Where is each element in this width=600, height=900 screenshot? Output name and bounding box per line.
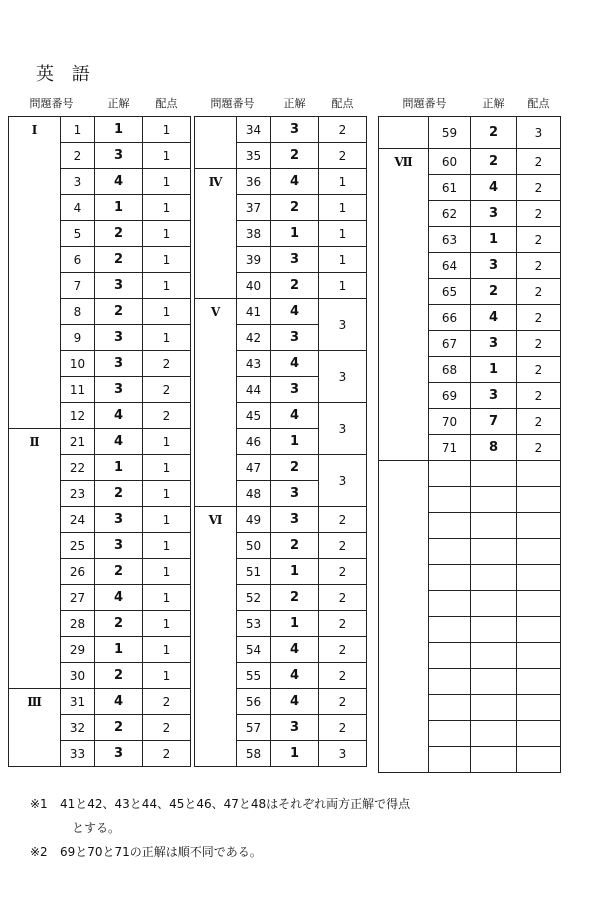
points-cell: 2 — [517, 331, 561, 357]
section-label — [379, 461, 429, 773]
answer-cell: 2 — [471, 279, 517, 305]
question-number: 36 — [237, 169, 271, 195]
question-number: 51 — [237, 559, 271, 585]
answer-cell: 4 — [271, 637, 319, 663]
answer-table — [378, 92, 561, 773]
answer-cell: 1 — [95, 637, 143, 663]
points-cell: 2 — [143, 715, 191, 741]
section-label: Ⅰ — [9, 117, 61, 429]
answer-cell — [471, 513, 517, 539]
answer-cell: 4 — [95, 585, 143, 611]
answer-cell: 3 — [95, 741, 143, 767]
question-number — [429, 695, 471, 721]
header-question-number: 問題番号 — [29, 97, 74, 110]
section-label: Ⅶ — [379, 149, 429, 461]
table-row — [9, 689, 191, 715]
question-number: 69 — [429, 383, 471, 409]
question-number: 38 — [237, 221, 271, 247]
question-number: 39 — [237, 247, 271, 273]
question-number: 68 — [429, 357, 471, 383]
answer-cell: 2 — [271, 143, 319, 169]
answer-cell — [471, 695, 517, 721]
question-number: 37 — [237, 195, 271, 221]
points-cell: 1 — [143, 585, 191, 611]
question-number: 25 — [61, 533, 95, 559]
section-label: Ⅴ — [195, 299, 237, 507]
points-cell: 2 — [143, 351, 191, 377]
question-number: 32 — [61, 715, 95, 741]
points-cell: 3 — [517, 117, 561, 149]
question-number: 8 — [61, 299, 95, 325]
answer-cell: 3 — [95, 533, 143, 559]
answer-cell: 2 — [95, 559, 143, 585]
answer-table-block-2 — [194, 92, 367, 767]
points-cell: 1 — [143, 559, 191, 585]
points-cell: 2 — [319, 637, 367, 663]
question-number: 44 — [237, 377, 271, 403]
question-number: 22 — [61, 455, 95, 481]
points-cell: 2 — [143, 377, 191, 403]
question-number — [429, 669, 471, 695]
table-row — [195, 169, 367, 195]
points-cell: 2 — [517, 279, 561, 305]
points-cell — [517, 461, 561, 487]
answer-cell: 3 — [95, 143, 143, 169]
question-number: 61 — [429, 175, 471, 201]
question-number: 71 — [429, 435, 471, 461]
question-number: 66 — [429, 305, 471, 331]
question-number: 48 — [237, 481, 271, 507]
note-mark: ※1 — [30, 797, 48, 811]
points-cell: 2 — [319, 715, 367, 741]
answer-cell — [471, 643, 517, 669]
answer-cell — [471, 461, 517, 487]
points-cell: 2 — [319, 533, 367, 559]
answer-cell: 2 — [271, 533, 319, 559]
points-cell — [517, 513, 561, 539]
answer-cell: 3 — [471, 253, 517, 279]
question-number: 49 — [237, 507, 271, 533]
points-cell — [517, 721, 561, 747]
question-number: 27 — [61, 585, 95, 611]
section-label: Ⅱ — [9, 429, 61, 689]
question-number: 59 — [429, 117, 471, 149]
question-number: 26 — [61, 559, 95, 585]
points-cell: 1 — [143, 273, 191, 299]
points-cell — [517, 747, 561, 773]
points-cell: 2 — [143, 689, 191, 715]
answer-cell: 3 — [95, 351, 143, 377]
points-cell: 2 — [517, 149, 561, 175]
answer-cell: 3 — [271, 715, 319, 741]
answer-cell: 2 — [271, 273, 319, 299]
answer-cell: 2 — [95, 715, 143, 741]
points-cell: 2 — [517, 435, 561, 461]
answer-cell — [471, 487, 517, 513]
points-cell: 2 — [517, 357, 561, 383]
answer-cell: 3 — [95, 273, 143, 299]
table-row — [9, 429, 191, 455]
answer-cell: 1 — [95, 117, 143, 143]
question-number: 29 — [61, 637, 95, 663]
header-answer: 正解 — [283, 97, 306, 110]
notes — [30, 792, 410, 864]
note-text: 41と42、43と44、45と46、47と48はそれぞれ両方正解で得点 — [60, 797, 411, 811]
answer-cell: 2 — [471, 149, 517, 175]
question-number: 67 — [429, 331, 471, 357]
answer-cell: 2 — [95, 247, 143, 273]
question-number: 43 — [237, 351, 271, 377]
points-cell: 1 — [143, 143, 191, 169]
section-label — [195, 117, 237, 169]
answer-cell: 1 — [471, 227, 517, 253]
answer-cell: 1 — [271, 559, 319, 585]
question-number — [429, 565, 471, 591]
points-cell: 2 — [517, 409, 561, 435]
answer-cell: 3 — [271, 481, 319, 507]
question-number — [429, 721, 471, 747]
question-number: 11 — [61, 377, 95, 403]
points-cell: 2 — [517, 383, 561, 409]
points-cell: 3 — [319, 403, 367, 455]
answer-cell: 2 — [95, 221, 143, 247]
question-number: 54 — [237, 637, 271, 663]
points-cell: 1 — [143, 637, 191, 663]
question-number: 9 — [61, 325, 95, 351]
answer-cell: 4 — [95, 169, 143, 195]
question-number: 53 — [237, 611, 271, 637]
answer-cell: 4 — [95, 403, 143, 429]
points-cell: 1 — [319, 247, 367, 273]
question-number: 58 — [237, 741, 271, 767]
points-cell — [517, 487, 561, 513]
section-label: Ⅲ — [9, 689, 61, 767]
points-cell: 1 — [319, 273, 367, 299]
question-number — [429, 643, 471, 669]
answer-cell: 2 — [95, 611, 143, 637]
header-answer: 正解 — [107, 97, 130, 110]
question-number: 55 — [237, 663, 271, 689]
points-cell: 1 — [319, 195, 367, 221]
answer-cell: 3 — [471, 201, 517, 227]
question-number: 30 — [61, 663, 95, 689]
header-points: 配点 — [331, 97, 354, 110]
question-number: 47 — [237, 455, 271, 481]
answer-table-block-1 — [8, 92, 191, 767]
answer-table — [194, 92, 367, 767]
question-number: 31 — [61, 689, 95, 715]
answer-cell: 1 — [271, 429, 319, 455]
points-cell: 2 — [319, 117, 367, 143]
question-number — [429, 487, 471, 513]
table-row — [9, 117, 191, 143]
note-text: とする。 — [72, 821, 121, 835]
answer-cell: 2 — [95, 663, 143, 689]
question-number: 7 — [61, 273, 95, 299]
points-cell: 1 — [143, 533, 191, 559]
answer-cell: 2 — [271, 195, 319, 221]
question-number — [429, 591, 471, 617]
answer-cell: 4 — [471, 175, 517, 201]
header-answer: 正解 — [482, 97, 505, 110]
points-cell: 1 — [143, 247, 191, 273]
answer-cell: 3 — [271, 325, 319, 351]
points-cell: 2 — [319, 585, 367, 611]
answer-cell: 4 — [271, 351, 319, 377]
question-number — [429, 539, 471, 565]
question-number: 65 — [429, 279, 471, 305]
question-number: 12 — [61, 403, 95, 429]
answer-cell — [471, 669, 517, 695]
answer-cell: 1 — [271, 741, 319, 767]
question-number: 6 — [61, 247, 95, 273]
table-row — [379, 461, 561, 487]
answer-cell: 2 — [271, 455, 319, 481]
question-number: 62 — [429, 201, 471, 227]
question-number: 33 — [61, 741, 95, 767]
points-cell: 1 — [143, 195, 191, 221]
table-row — [195, 507, 367, 533]
points-cell: 1 — [143, 221, 191, 247]
points-cell: 1 — [319, 169, 367, 195]
answer-cell — [471, 591, 517, 617]
answer-cell: 7 — [471, 409, 517, 435]
points-cell: 2 — [319, 143, 367, 169]
answer-table-block-3 — [378, 92, 561, 773]
answer-cell — [471, 539, 517, 565]
answer-cell: 4 — [271, 663, 319, 689]
points-cell: 1 — [143, 117, 191, 143]
points-cell: 3 — [319, 299, 367, 351]
points-cell — [517, 617, 561, 643]
question-number: 21 — [61, 429, 95, 455]
page-title: 英 語 — [36, 64, 96, 85]
table-row — [195, 299, 367, 325]
question-number: 1 — [61, 117, 95, 143]
answer-cell: 3 — [271, 247, 319, 273]
points-cell: 1 — [143, 429, 191, 455]
answer-cell: 3 — [271, 377, 319, 403]
answer-cell: 3 — [95, 377, 143, 403]
answer-cell: 4 — [271, 299, 319, 325]
note-line — [30, 816, 410, 840]
points-cell: 2 — [517, 227, 561, 253]
question-number — [429, 617, 471, 643]
header-question-number: 問題番号 — [210, 97, 255, 110]
points-cell: 1 — [143, 299, 191, 325]
question-number: 56 — [237, 689, 271, 715]
points-cell: 1 — [319, 221, 367, 247]
answer-cell — [471, 747, 517, 773]
answer-cell: 1 — [95, 195, 143, 221]
question-number: 60 — [429, 149, 471, 175]
question-number: 52 — [237, 585, 271, 611]
points-cell: 1 — [143, 507, 191, 533]
question-number: 50 — [237, 533, 271, 559]
note-line — [30, 840, 410, 864]
question-number: 23 — [61, 481, 95, 507]
note-text: 69と70と71の正解は順不同である。 — [60, 845, 262, 859]
question-number: 64 — [429, 253, 471, 279]
section-label — [379, 117, 429, 149]
question-number: 57 — [237, 715, 271, 741]
points-cell: 2 — [143, 741, 191, 767]
points-cell: 2 — [319, 559, 367, 585]
answer-cell: 4 — [95, 429, 143, 455]
points-cell: 1 — [143, 325, 191, 351]
question-number — [429, 513, 471, 539]
answer-cell — [471, 617, 517, 643]
points-cell: 2 — [517, 253, 561, 279]
question-number: 63 — [429, 227, 471, 253]
question-number: 41 — [237, 299, 271, 325]
question-number: 24 — [61, 507, 95, 533]
points-cell: 3 — [319, 455, 367, 507]
header-points: 配点 — [527, 97, 550, 110]
answer-cell: 3 — [95, 325, 143, 351]
answer-cell: 2 — [471, 117, 517, 149]
points-cell: 2 — [143, 403, 191, 429]
points-cell: 1 — [143, 611, 191, 637]
answer-cell: 3 — [271, 507, 319, 533]
points-cell: 2 — [319, 507, 367, 533]
question-number: 4 — [61, 195, 95, 221]
table-row — [379, 149, 561, 175]
points-cell: 2 — [319, 689, 367, 715]
points-cell: 3 — [319, 741, 367, 767]
question-number: 10 — [61, 351, 95, 377]
points-cell — [517, 669, 561, 695]
table-row — [379, 117, 561, 149]
answer-cell: 4 — [95, 689, 143, 715]
answer-cell: 1 — [471, 357, 517, 383]
question-number — [429, 747, 471, 773]
points-cell: 2 — [517, 305, 561, 331]
answer-cell — [471, 721, 517, 747]
question-number: 46 — [237, 429, 271, 455]
points-cell — [517, 565, 561, 591]
table-row — [195, 117, 367, 143]
answer-cell: 4 — [271, 169, 319, 195]
question-number — [429, 461, 471, 487]
answer-cell: 4 — [271, 403, 319, 429]
points-cell: 1 — [143, 455, 191, 481]
answer-cell: 8 — [471, 435, 517, 461]
points-cell: 1 — [143, 663, 191, 689]
answer-cell: 1 — [271, 611, 319, 637]
points-cell: 1 — [143, 169, 191, 195]
points-cell — [517, 695, 561, 721]
points-cell: 2 — [517, 201, 561, 227]
answer-cell: 2 — [271, 585, 319, 611]
question-number: 70 — [429, 409, 471, 435]
note-line — [30, 792, 410, 816]
question-number: 35 — [237, 143, 271, 169]
section-label: Ⅳ — [195, 169, 237, 299]
answer-cell — [471, 565, 517, 591]
points-cell: 2 — [517, 175, 561, 201]
points-cell: 3 — [319, 351, 367, 403]
question-number: 42 — [237, 325, 271, 351]
points-cell: 2 — [319, 611, 367, 637]
answer-cell: 3 — [271, 117, 319, 143]
header-question-number: 問題番号 — [402, 97, 447, 110]
header-points: 配点 — [155, 97, 178, 110]
answer-cell: 2 — [95, 481, 143, 507]
question-number: 5 — [61, 221, 95, 247]
question-number: 40 — [237, 273, 271, 299]
answer-cell: 3 — [471, 331, 517, 357]
question-number: 34 — [237, 117, 271, 143]
answer-cell: 3 — [471, 383, 517, 409]
points-cell: 2 — [319, 663, 367, 689]
answer-table — [8, 92, 191, 767]
answer-cell: 1 — [95, 455, 143, 481]
points-cell — [517, 539, 561, 565]
question-number: 45 — [237, 403, 271, 429]
question-number: 2 — [61, 143, 95, 169]
section-label: Ⅵ — [195, 507, 237, 767]
answer-cell: 4 — [271, 689, 319, 715]
question-number: 28 — [61, 611, 95, 637]
note-mark: ※2 — [30, 845, 48, 859]
question-number: 3 — [61, 169, 95, 195]
answer-cell: 2 — [95, 299, 143, 325]
points-cell — [517, 591, 561, 617]
points-cell: 1 — [143, 481, 191, 507]
points-cell — [517, 643, 561, 669]
answer-cell: 4 — [471, 305, 517, 331]
answer-cell: 1 — [271, 221, 319, 247]
answer-cell: 3 — [95, 507, 143, 533]
